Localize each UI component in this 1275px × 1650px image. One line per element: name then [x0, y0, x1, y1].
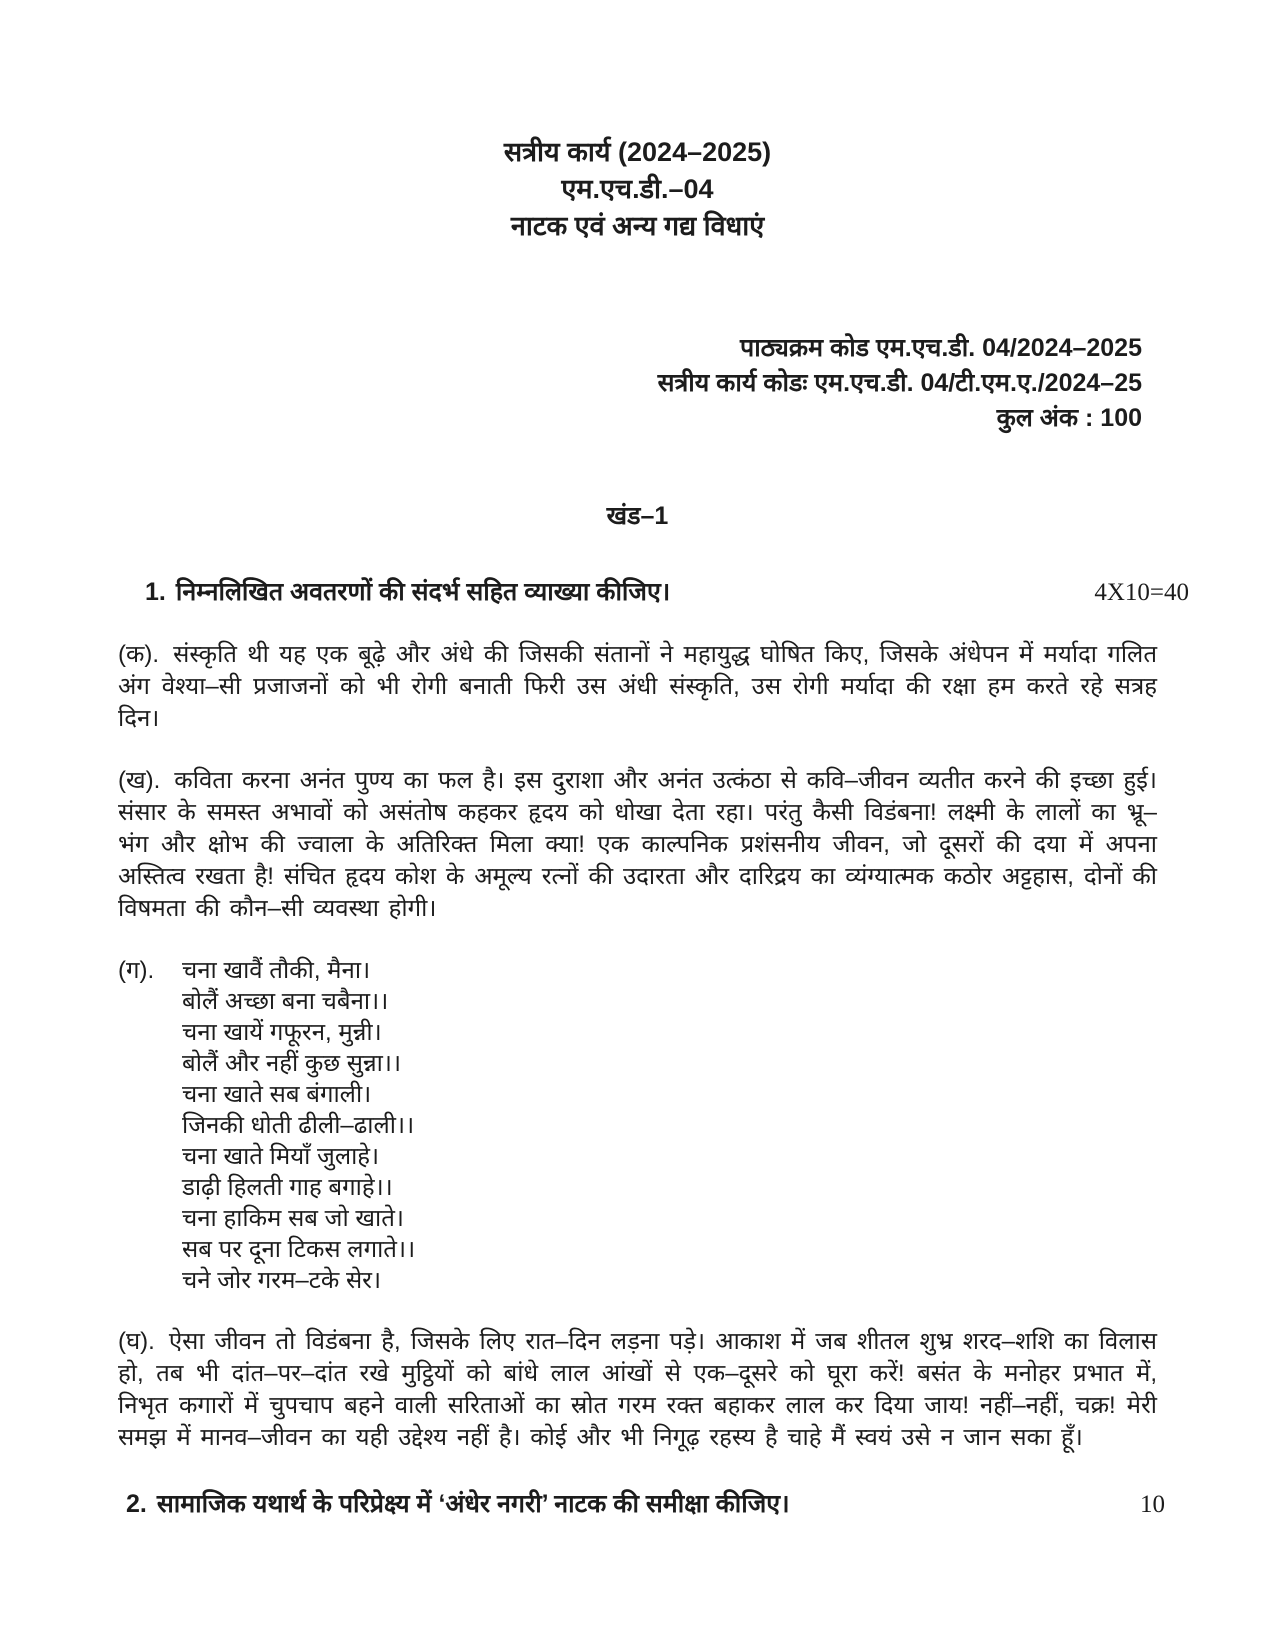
page-number: 10 [1140, 1491, 1165, 1518]
question-1 [118, 576, 1189, 609]
poem-line: बोलैं अच्छा बना चबैना।। [182, 988, 389, 1015]
passage-ka-label: (क). [118, 641, 160, 668]
poem-line: चना खाते मियाँ जुलाहे। [182, 1143, 380, 1170]
poem-first-row [118, 955, 1157, 986]
title-block [0, 0, 1275, 245]
passage-ga-poem [118, 955, 1157, 1296]
question-1-marks: 4X10=40 [1094, 579, 1189, 606]
course-meta-block [0, 331, 1275, 436]
passage-ga-label: (ग). [118, 957, 155, 984]
question-1-text: निम्नलिखित अवतरणों की संदर्भ सहित व्याख्या कीजिए। [175, 578, 671, 606]
question-2-text-wrap [118, 1488, 790, 1520]
poem-line: डाढ़ी हिलती गाह बगाहे।। [182, 1174, 393, 1201]
question-2-number: 2. [126, 1490, 147, 1518]
meta-assignment-code: सत्रीय कार्य कोडः एम.एच.डी. 04/टी.एम.ए./2024–25 [657, 369, 1142, 397]
poem-line: बोलैं और नहीं कुछ सुन्ना।। [182, 1050, 402, 1077]
poem-line: चना खावैं तौकी, मैना। [182, 957, 371, 984]
passage-kha [118, 765, 1157, 925]
poem-line: चना खायें गफूरन, मुन्नी। [182, 1019, 382, 1046]
poem-line: चने जोर गरम–टके सेर। [182, 1267, 382, 1294]
passage-kha-text: कविता करना अनंत पुण्य का फल है। इस दुराशा और अनंत उत्कंठा से कवि–जीवन व्यतीत करने की इच्छा हुई। संसार के समस्त अभावों को असंतोष कहकर हृदय को धोखा देता रहा। परंतु कैसी विडंबना! लक्ष्मी के लालों का भ्रू–भंग और क्षोभ की ज्वाला के अतिरिक्त मिला क्या! एक काल्पनिक प्रशंसनीय जीवन, जो दूसरों की दया में अपना अस्तित्व रखता है! संचित हृदय कोश के अमूल्य रत्नों की उदारता और दारिद्रय का व्यंग्यात्मक कठोर अट्टहास, दोनों की विषमता की कौन–सी व्यवस्था होगी। [118, 767, 1157, 922]
poem-line: सब पर दूना टिकस लगाते।। [182, 1236, 416, 1263]
passage-ka-text: संस्कृति थी यह एक बूढ़े और अंधे की जिसकी संतानों ने महायुद्ध घोषित किए, जिसके अंधेपन में मर्यादा गलित अंग वेश्या–सी प्रजाजनों को भी रोगी बनाती फिरी उस अंधी संस्कृति, उस रोगी मर्यादा की रक्षा हम करते रहे सत्रह दिन। [118, 641, 1157, 732]
meta-course-code: पाठ्यक्रम कोड एम.एच.डी. 04/2024–2025 [740, 334, 1142, 362]
passage-gha [118, 1326, 1157, 1454]
section-heading: खंड–1 [606, 502, 669, 530]
question-1-text-wrap [118, 576, 670, 608]
poem-line: चना खाते सब बंगाली। [182, 1081, 372, 1108]
question-2 [118, 1488, 1165, 1521]
passage-gha-text: ऐसा जीवन तो विडंबना है, जिसके लिए रात–दिन लड़ना पड़े। आकाश में जब शीतल शुभ्र शरद–शशि का विलास हो, तब भी दांत–पर–दांत रखे मुट्ठियों को बांधे लाल आंखों से एक–दूसरे को घूरा करें! बसंत के मनोहर प्रभात में, निभृत कगारों में चुपचाप बहने वाली सरिताओं का स्रोत गरम रक्त बहाकर लाल कर दिया जाय! नहीं–नहीं, चक्र! मेरी समझ में मानव–जीवन का यही उद्देश्य नहीं है। कोई और भी निगूढ़ रहस्य है चाहे मैं स्वयं उसे न जान सका हूँ। [118, 1328, 1157, 1451]
poem-line: चना हाकिम सब जो खाते। [182, 1205, 404, 1232]
question-1-number: 1. [145, 578, 166, 606]
passage-ka [118, 639, 1157, 735]
passage-kha-label: (ख). [118, 767, 161, 794]
document-title-session: सत्रीय कार्य (2024–2025) [503, 137, 772, 167]
question-2-text: सामाजिक यथार्थ के परिप्रेक्ष्य में ‘अंधेर नगरी’ नाटक की समीक्षा कीजिए। [156, 1490, 790, 1518]
poem-line: जिनकी धोती ढीली–ढाली।। [182, 1112, 415, 1139]
passage-gha-label: (घ). [118, 1328, 155, 1355]
document-title-course-code: एम.एच.डी.–04 [561, 174, 714, 204]
document-title-course-name: नाटक एवं अन्य गद्य विधाएं [510, 211, 765, 241]
document-body [0, 576, 1275, 1521]
meta-total-marks: कुल अंक : 100 [996, 404, 1142, 432]
